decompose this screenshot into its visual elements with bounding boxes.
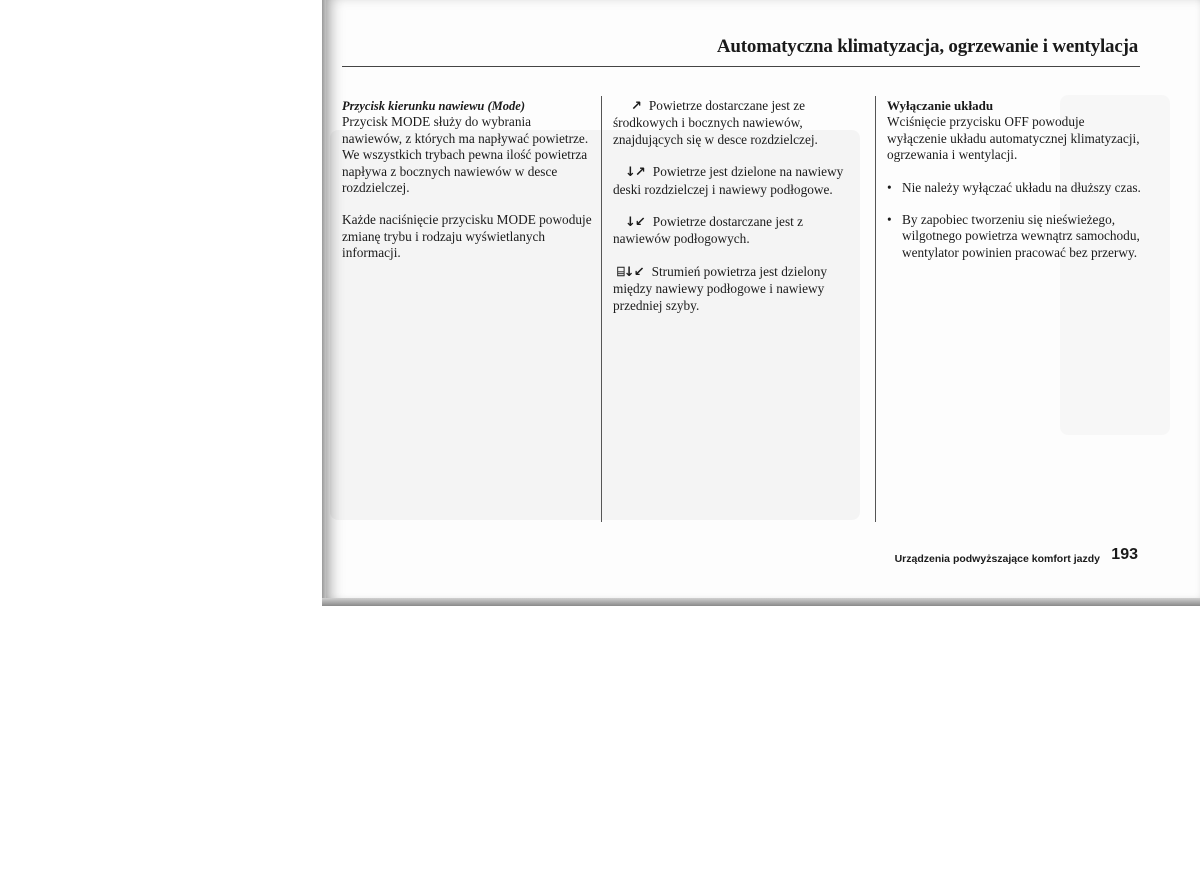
- page-number: 193: [1111, 546, 1138, 563]
- mode-item: [613, 264, 863, 314]
- paragraph: Przycisk MODE służy do wybrania nawiewów, z których ma napływać powietrze. We wszystkich trybach pewna ilość powietrza napływa z bocznych nawiewów w desce rozdzielczej.: [342, 114, 589, 196]
- mode-description: Powietrze dostarczane jest z nawiewów podłogowych.: [613, 214, 804, 247]
- section-subheading: Wyłączanie układu: [887, 98, 994, 113]
- vent-floor-defrost-icon: ⌸↓↙: [617, 264, 644, 280]
- bullet-dot-icon: •: [887, 179, 892, 195]
- bullet-dot-icon: •: [887, 212, 892, 228]
- title-rule: [342, 66, 1140, 67]
- mode-description: Powietrze dostarczane jest ze środkowych i bocznych nawiewów, znajdujących się w desce rozdzielczej.: [613, 98, 818, 147]
- mode-item: [613, 164, 863, 198]
- mode-item: [613, 98, 863, 148]
- section-subheading: Przycisk kierunku nawiewu (Mode): [342, 99, 526, 113]
- vent-face-floor-icon: ↓↗: [625, 165, 645, 181]
- mode-description: Powietrze jest dzielone na nawiewy deski rozdzielczej i nawiewy podłogowe.: [613, 164, 844, 197]
- column-divider: [875, 96, 876, 522]
- footer-section-label: Urządzenia podwyższające komfort jazdy: [894, 553, 1100, 565]
- page-title: Automatyczna klimatyzacja, ogrzewanie i wentylacja: [716, 36, 1138, 57]
- page-edge-bottom: [322, 598, 1200, 606]
- column-modes: [613, 98, 863, 314]
- bullet-text: Nie należy wyłączać układu na dłuższy czas.: [902, 179, 1141, 195]
- vent-face-icon: ↗: [631, 99, 641, 114]
- bullet-item: [887, 212, 1142, 261]
- bullet-item: [887, 180, 1142, 196]
- column-divider: [601, 96, 602, 522]
- column-mode-button: [342, 98, 594, 262]
- column-turn-off: [887, 98, 1142, 261]
- bullet-text: By zapobiec tworzeniu się nieświeżego, wilgotnego powietrza wewnątrz samochodu, wentylator powinien pracować bez przerwy.: [902, 212, 1140, 260]
- paragraph: Wciśnięcie przycisku OFF powoduje wyłączenie układu automatycznej klimatyzacji, ogrzewania i wentylacji.: [887, 114, 1140, 163]
- vent-floor-icon: ↓↙: [625, 215, 645, 231]
- mode-description: Strumień powietrza jest dzielony między nawiewy podłogowe i nawiewy przedniej szyby.: [613, 263, 827, 313]
- paragraph: Każde naciśnięcie przycisku MODE powoduje zmianę trybu i rodzaju wyświetlanych informacji.: [342, 212, 592, 261]
- mode-item: [613, 214, 863, 248]
